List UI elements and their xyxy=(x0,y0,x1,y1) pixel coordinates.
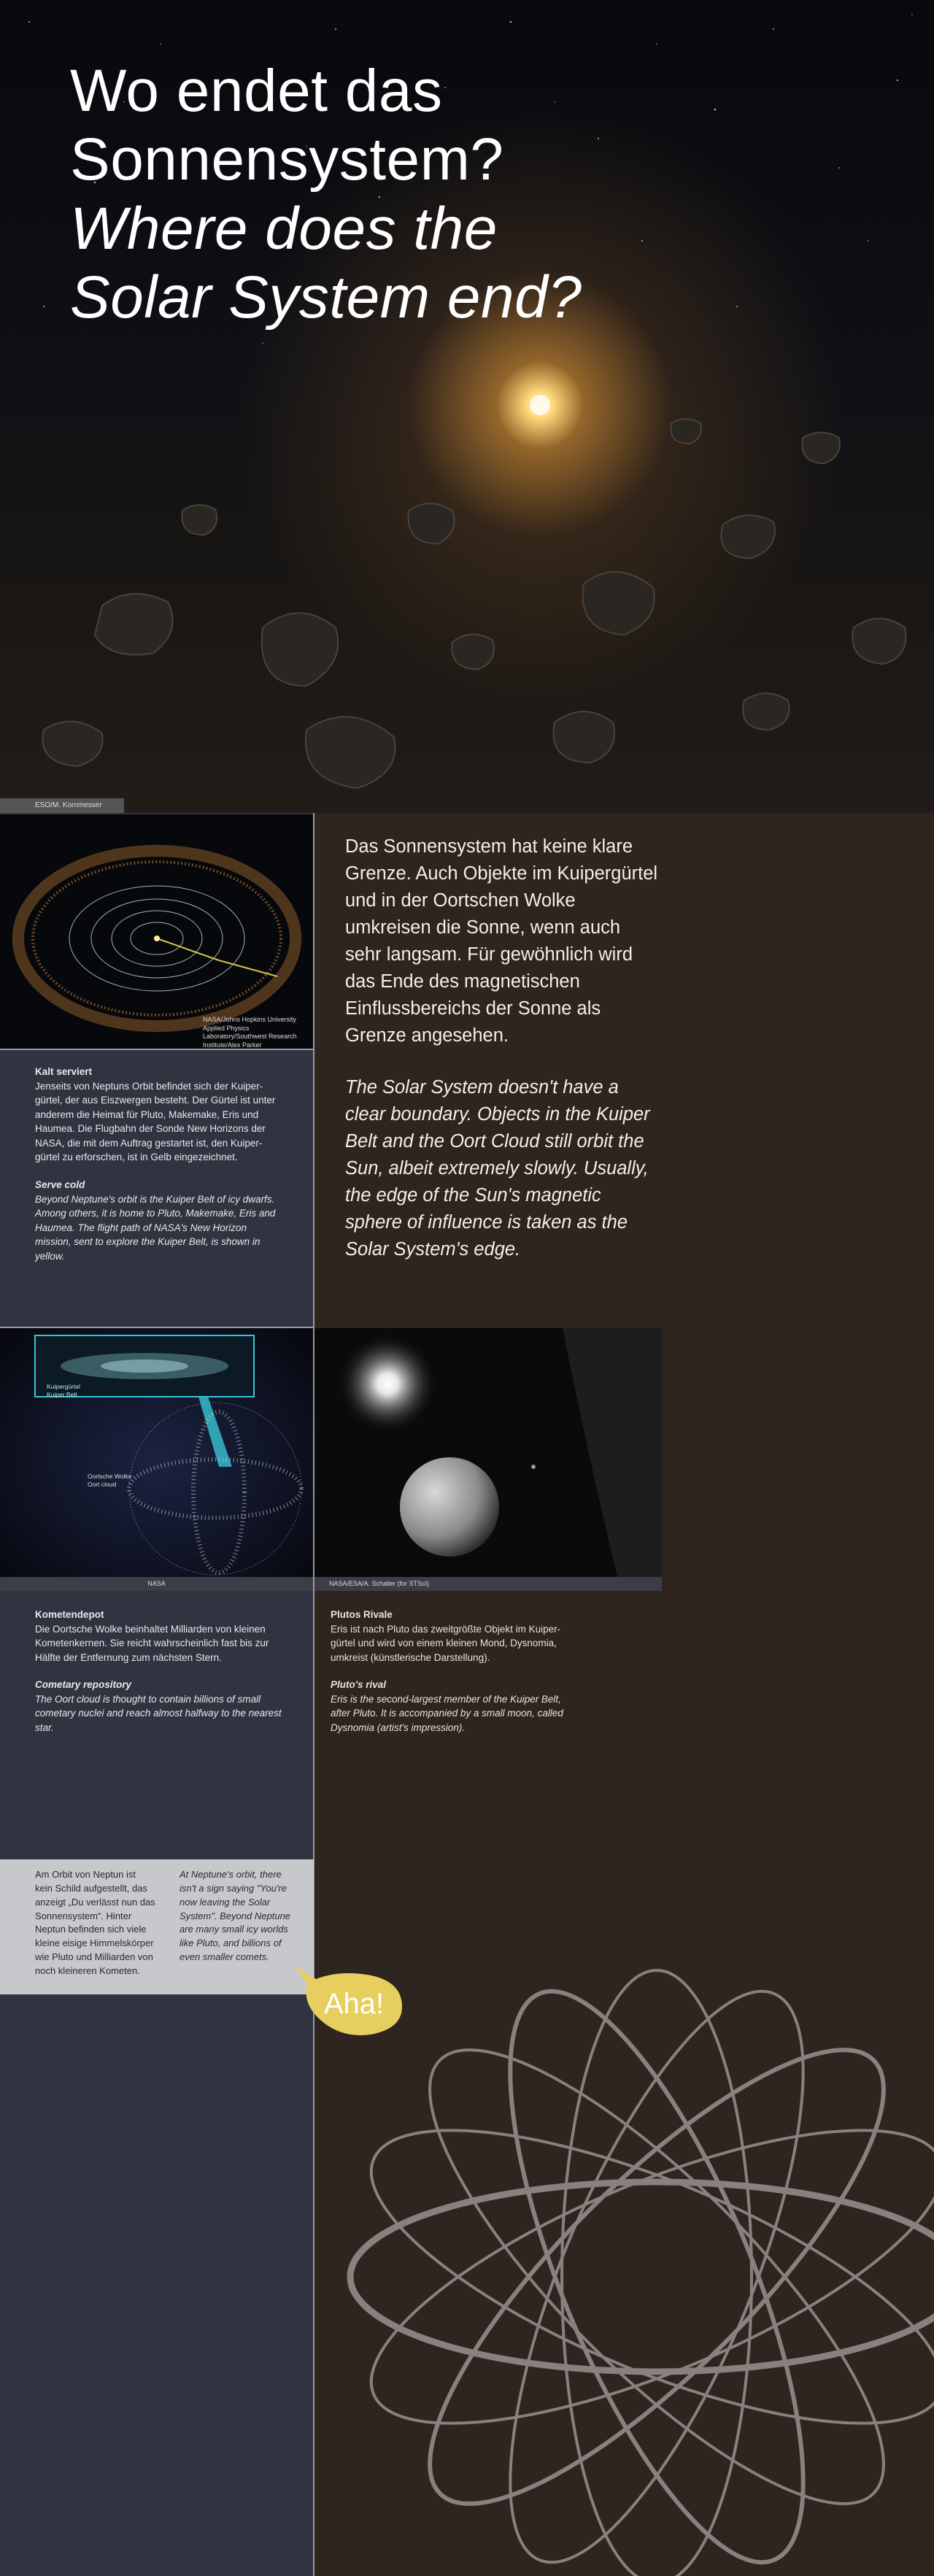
kalt-text-en: Beyond Neptune's orbit is the Kuiper Belt of icy dwarfs. Among others, it is home to Pluto, Makemake, Eris and Haumea. The flight path of NASA's New Horizon mission, sent to explore the Kuiper Belt, is shown in yellow. xyxy=(35,1193,276,1262)
kalt-serviert-block xyxy=(35,1065,283,1263)
intro-en: The Solar System doesn't have a clear boundary. Objects in the Kuiper Belt and the Oort Cloud still orbit the Sun, albeit extremely slowly. Usually, the edge of the Sun's magnetic sphere of influence is taken as the Solar System's edge. xyxy=(345,1076,650,1260)
kuiper-image-credit: NASA/Johns Hopkins University Applied Physics Laboratory/Southwest Research Institute/Alex Parker xyxy=(203,1016,297,1049)
kometen-heading-en: Cometary repository xyxy=(35,1679,132,1691)
eris-image xyxy=(314,1328,662,1591)
intro-de: Das Sonnensystem hat keine klare Grenze. Auch Objekte im Kuipergürtel und in der Oortschen Wolke umkreisen die Sonne, wenn auch sehr langsam. Für gewöhnlich wird das Ende des magnetischen Einflussbereichs der Sonne als Grenze angesehen. xyxy=(345,836,658,1046)
oort-label-kuiper-en: Kuiper Belt xyxy=(47,1391,77,1399)
aha-text-en: At Neptune's orbit, there isn't a sign saying "You're now leaving the Solar System". Beyond Neptune are many small icy worlds like Pluto, and billions of even smaller comets. xyxy=(180,1869,291,1963)
kalt-heading-en: Serve cold xyxy=(35,1179,85,1190)
pluto-text-de: Eris ist nach Pluto das zweitgrößte Objekt im Kuiper-gürtel und wird von einem kleinen Mond, Dysnomia, umkreist (künstlerische Darstellung). xyxy=(331,1623,561,1663)
hero-title-en-1: Where does the xyxy=(70,195,498,262)
hero-title xyxy=(70,57,582,332)
hero-title-de-1: Wo endet das xyxy=(70,58,443,124)
oort-label-oort xyxy=(88,1473,131,1489)
oort-image-credit: NASA xyxy=(0,1577,313,1591)
plutos-rivale-block xyxy=(331,1608,579,1735)
aha-text-de: Am Orbit von Neptun ist kein Schild aufgestellt, das anzeigt „Du verlässt nun das Sonnensystem“. Hinter Neptun befinden sich viele kleine eisige Himmelskörper wie Pluto und Milliarden von noch kleineren Kometen. xyxy=(35,1869,155,1976)
intro-text xyxy=(345,833,659,1263)
oort-cloud-image xyxy=(0,1328,313,1591)
divider xyxy=(0,1049,314,1050)
kometen-text-en: The Oort cloud is thought to contain billions of small cometary nuclei and reach almost halfway to the nearest star. xyxy=(35,1693,282,1733)
pluto-heading-de: Plutos Rivale xyxy=(331,1609,393,1620)
oort-label-oort-en: Oort cloud xyxy=(88,1481,117,1489)
hero-title-de-2: Sonnensystem? xyxy=(70,126,504,193)
kuiper-belt-image xyxy=(0,814,313,1049)
kometendepot-block xyxy=(35,1608,283,1735)
aha-panel xyxy=(0,1859,314,1994)
pluto-text-en: Eris is the second-largest member of the Kuiper Belt, after Pluto. It is accompanied by a small moon, called Dysnomia (artist's impression). xyxy=(331,1693,563,1733)
kalt-heading-de: Kalt serviert xyxy=(35,1066,93,1077)
hero-title-en-2: Solar System end? xyxy=(70,263,582,331)
hero-panel xyxy=(0,0,934,813)
kuiper-belt-illustration xyxy=(0,814,313,1049)
oort-label-kuiper-de: Kuipergürtel xyxy=(47,1383,80,1390)
eris-illustration xyxy=(314,1328,662,1591)
oort-label-kuiper xyxy=(47,1383,80,1399)
kalt-text-de: Jenseits von Neptuns Orbit befindet sich der Kuiper-gürtel, der aus Eiszwergen besteht. Der Gürtel ist unter anderem die Heimat für Pluto, Makemake, Eris und Haumea. Die Flugbahn der Sonde New Horizons der NASA, die mit dem Auftrag gestartet ist, den Kuiper-gürtel zu erforschen, ist in Gelb eingezeichnet. xyxy=(35,1080,276,1163)
kometen-text-de: Die Oortsche Wolke beinhaltet Milliarden von kleinen Kometenkernen. Sie reicht wahrscheinlich fast bis zur Hälfte der Entfernung zum nächsten Stern. xyxy=(35,1623,269,1663)
oort-cloud-illustration xyxy=(0,1328,313,1591)
pluto-heading-en: Pluto's rival xyxy=(331,1679,386,1691)
oort-label-oort-de: Oortsche Wolke xyxy=(88,1473,132,1480)
hero-credit: ESO/M. Kornmesser xyxy=(0,798,124,813)
kometen-heading-de: Kometendepot xyxy=(35,1609,104,1620)
eris-image-credit: NASA/ESA/A. Schaller (for STScI) xyxy=(314,1577,662,1591)
aha-bubble-text: Aha! xyxy=(323,1988,385,2020)
